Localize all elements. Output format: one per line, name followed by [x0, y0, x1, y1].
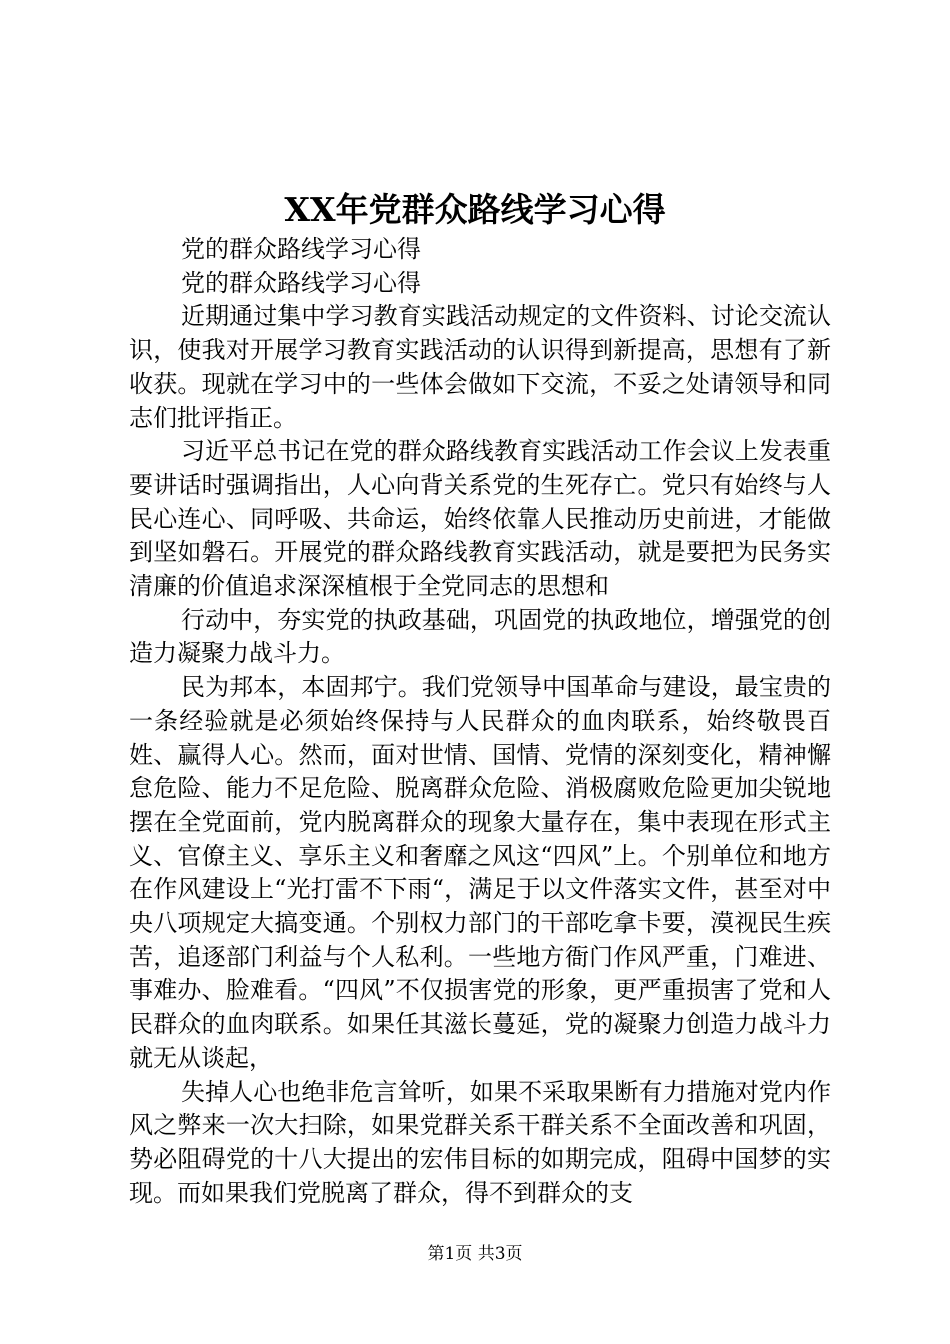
- body-paragraph: 行动中，夯实党的执政基础，巩固党的执政地位，增强党的创造力凝聚力战斗力。: [129, 605, 831, 668]
- page-indicator: 第1页 共3页: [427, 1244, 523, 1264]
- body-paragraph: 失掉人心也绝非危言耸听，如果不采取果断有力措施对党内作风之弊来一次大扫除，如果党群关系干群关系不全面改善和巩固，势必阻碍党的十八大提出的宏伟目标的如期完成，阻碍中国梦的实现。而如果我们党脱离了群众，得不到群众的支: [129, 1077, 831, 1207]
- subtitle-line: 党的群众路线学习心得: [181, 268, 421, 297]
- body-paragraph: 民为邦本，本固邦宁。我们党领导中国革命与建设，最宝贵的一条经验就是必须始终保持与人民群众的血肉联系，始终敬畏百姓、赢得人心。然而，面对世情、国情、党情的深刻变化，精神懈怠危险、能力不足危险、脱离群众危险、消极腐败危险更加尖锐地摆在全党面前，党内脱离群众的现象大量存在，集中表现在形式主义、官僚主义、享乐主义和奢靡之风这“四风”上。个别单位和地方在作风建设上“光打雷不下雨“，满足于以文件落实文件，甚至对中央八项规定大搞变通。个别权力部门的干部吃拿卡要，漠视民生疾苦，追逐部门利益与个人私利。一些地方衙门作风严重，门难进、事难办、脸难看。“四风”不仅损害党的形象，更严重损害了党和人民群众的血肉联系。如果任其滋长蔓延，党的凝聚力创造力战斗力就无从谈起，: [129, 673, 831, 1072]
- subtitle-line: 党的群众路线学习心得: [181, 235, 421, 263]
- body-paragraph: 近期通过集中学习教育实践活动规定的文件资料、讨论交流认识，使我对开展学习教育实践活动的认识得到新提高，思想有了新收获。现就在学习中的一些体会做如下交流，不妥之处请领导和同志们批评指正。: [129, 302, 831, 432]
- document-body: [129, 233, 831, 1210]
- body-paragraph: 习近平总书记在党的群众路线教育实践活动工作会议上发表重要讲话时强调指出，人心向背关系党的生死存亡。党只有始终与人民心连心、同呼吸、共命运，始终依靠人民推动历史前进，才能做到坚如磐石。开展党的群众路线教育实践活动，就是要把为民务实清廉的价值追求深深植根于全党同志的思想和: [129, 437, 831, 601]
- document-title: XX年党群众路线学习心得: [284, 190, 666, 229]
